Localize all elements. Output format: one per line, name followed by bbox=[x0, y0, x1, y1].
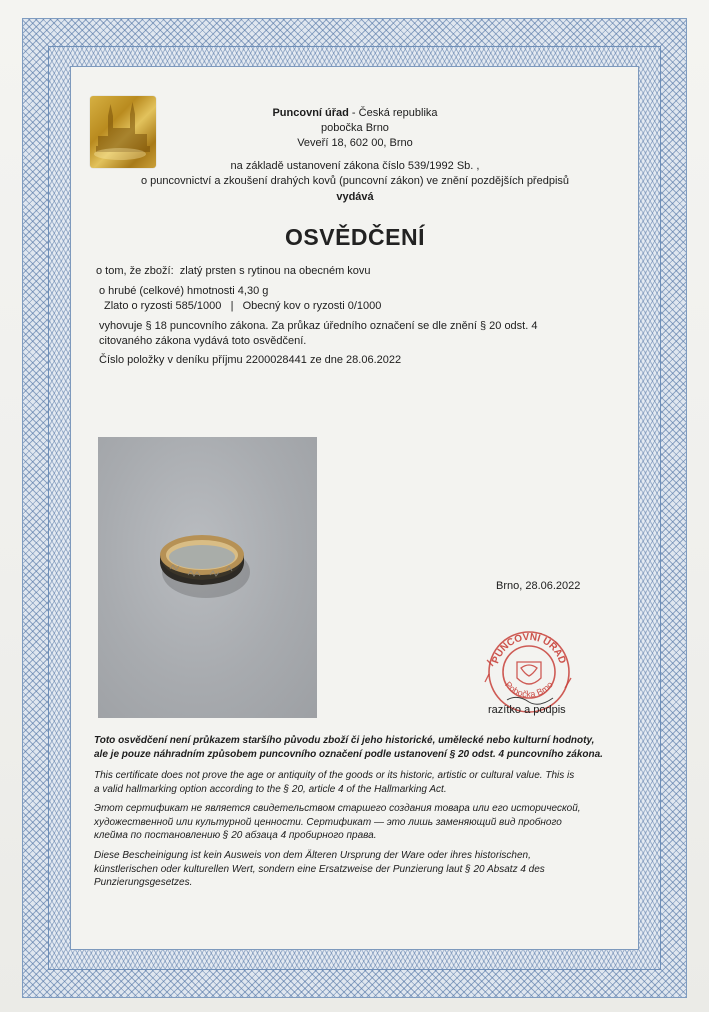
hologram-cathedral-icon bbox=[90, 96, 156, 168]
item-line bbox=[96, 264, 371, 278]
issuer-country: - Česká republika bbox=[348, 107, 438, 119]
disclaimer-czech bbox=[94, 734, 614, 761]
compliance-line-1: vyhovuje § 18 puncovního zákona. Za průkaz úředního označení se dle znění § 20 odst. 4 bbox=[99, 320, 538, 332]
item-value: zlatý prsten s rytinou na obecném kovu bbox=[179, 265, 371, 277]
signature-label: razítko a podpis bbox=[488, 704, 566, 716]
issuer-address: Veveří 18, 602 00, Brno bbox=[297, 137, 413, 149]
document-title: OSVĚDČENÍ bbox=[285, 224, 425, 250]
disclaimer-en-line-2: a valid hallmarking option according to the § 20, article 4 of the Hallmarking Act. bbox=[94, 783, 447, 795]
disclaimer-ru-line-3: клейма по постановлению § 20 абзаца 4 пробирного права. bbox=[94, 830, 377, 842]
disclaimer-german bbox=[94, 849, 614, 890]
disclaimer-english bbox=[94, 769, 614, 796]
law-line-2: o puncovnictví a zkoušení drahých kovů (puncovní zákon) ve znění pozdějších předpisů bbox=[140, 175, 570, 187]
issuer-block bbox=[150, 106, 560, 151]
issuer-branch: pobočka Brno bbox=[321, 122, 389, 134]
item-label: o tom, že zboží: bbox=[96, 265, 174, 277]
entry-number: Číslo položky v deníku příjmu 2200028441 ze dne 28.06.2022 bbox=[99, 354, 402, 366]
issuer-office: Puncovní úřad bbox=[272, 107, 349, 119]
law-reference bbox=[110, 159, 600, 189]
compliance-line-2: citovaného zákona vydává toto osvědčení. bbox=[99, 334, 307, 347]
svg-text:PUNCOVNÍ ÚŘAD: PUNCOVNÍ ÚŘAD bbox=[490, 631, 568, 666]
item-weight: o hrubé (celkové) hmotnosti 4,30 g bbox=[99, 285, 269, 297]
disclaimer-en-line-1: This certificate does not prove the age or antiquity of the goods or its historic, artistic or cultural value. This is bbox=[94, 770, 575, 781]
disclaimer-ru-line-2: художественной или культурной ценности. Сертификат — это лишь заменяющий вид пробного bbox=[94, 816, 562, 828]
issues-label: vydává bbox=[336, 191, 374, 203]
disclaimer-russian bbox=[94, 802, 614, 843]
disclaimer-cz-line-2: ale je pouze náhradním způsobem puncovního označení podle ustanovení § 20 odst. 4 puncovního zákona. bbox=[94, 748, 603, 760]
disclaimer-de-line-1: Diese Bescheinigung ist kein Ausweis von dem Älteren Ursprung der Ware oder ihres historischen, bbox=[94, 850, 531, 861]
compliance-text bbox=[99, 319, 599, 348]
place-date: Brno, 28.06.2022 bbox=[496, 580, 581, 592]
item-fineness: Zlato o ryzosti 585/1000 | Obecný kov o ryzosti 0/1000 bbox=[104, 300, 382, 312]
ring-photo bbox=[98, 437, 317, 718]
svg-text:Pobočka Brno: Pobočka Brno bbox=[503, 679, 555, 700]
disclaimer-cz-line-1: Toto osvědčení není průkazem staršího původu zboží či jeho historické, umělecké nebo kulturní hodnoty, bbox=[94, 735, 595, 746]
law-line-1: na základě ustanovení zákona číslo 539/1992 Sb. , bbox=[230, 160, 480, 172]
disclaimer-de-line-2: künstlerischen oder kulturellen Wert, sondern eine Ersatzweise der Punzierung laut § 20 Absatz 4 des bbox=[94, 863, 545, 875]
disclaimer-de-line-3: Punzierungsgesetzes. bbox=[94, 877, 193, 889]
disclaimer-ru-line-1: Этот сертификат не является свидетельством старшего создания товара или его исторической, bbox=[94, 803, 581, 814]
